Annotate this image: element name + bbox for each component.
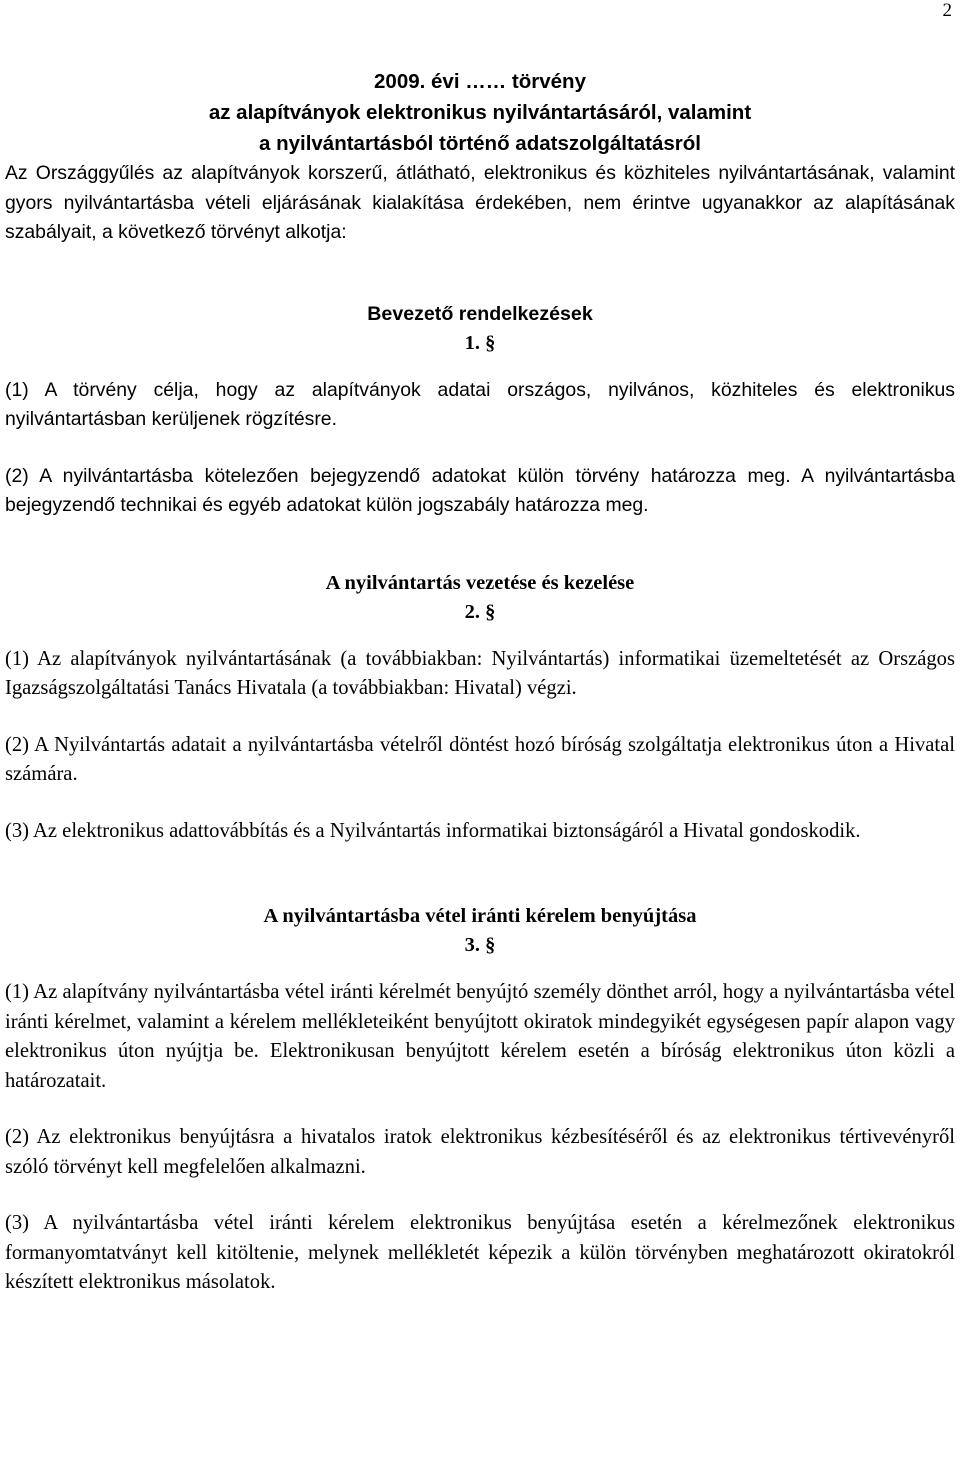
section-2-paragraph-3: (3) Az elektronikus adattovábbítás és a Nyilvántartás informatikai biztonságáról a Hivatal gondoskodik. bbox=[5, 819, 861, 842]
page-number: 2 bbox=[942, 0, 952, 21]
law-title-line-2: az alapítványok elektronikus nyilvántartásáról, valamint bbox=[208, 101, 752, 124]
section-3 bbox=[5, 902, 955, 1298]
section-1-number: 1. § bbox=[464, 331, 496, 354]
law-title-line-3: a nyilvántartásból történő adatszolgáltatásról bbox=[259, 132, 701, 155]
section-1-paragraph-2: (2) A nyilvántartásba kötelezően bejegyzendő adatokat külön törvény határozza meg. A nyilvántartásba bejegyzendő technikai és egyéb adatokat külön jogszabály határozza meg. bbox=[5, 464, 955, 516]
section-2-heading: A nyilvántartás vezetése és kezelése bbox=[325, 571, 635, 594]
document-body bbox=[5, 66, 955, 1298]
section-1-heading: Bevezető rendelkezések bbox=[367, 302, 593, 325]
section-2-paragraph-2: (2) A Nyilvántartás adatait a nyilvántartásba vételről döntést hozó bíróság szolgáltatja elektronikus úton a Hivatal számára. bbox=[5, 733, 955, 785]
section-2 bbox=[5, 569, 955, 847]
law-title bbox=[5, 66, 955, 159]
section-3-paragraph-2: (2) Az elektronikus benyújtásra a hivatalos iratok elektronikus kézbesítéséről és az elektronikus tértivevényről szóló törvényt kell megfelelően alkalmazni. bbox=[5, 1126, 955, 1178]
section-2-paragraph-1: (1) Az alapítványok nyilvántartásának (a továbbiakban: Nyilvántartás) informatikai üzemeltetését az Országos Igazságszolgáltatási Tanács Hivatala (a továbbiakban: Hivatal) végzi. bbox=[5, 647, 955, 699]
law-title-line-1: 2009. évi …… törvény bbox=[374, 70, 586, 93]
preamble: Az Országgyűlés az alapítványok korszerű, átlátható, elektronikus és közhiteles nyilvántartásának, valamint gyors nyilvántartásba vételi eljárásának kialakítása érdekében, nem érintve ugyanakkor az alapításának szabályait, a következő törvényt alkotja: bbox=[5, 162, 955, 243]
section-3-heading: A nyilvántartásba vétel iránti kérelem benyújtása bbox=[263, 905, 697, 927]
section-1-paragraph-1: (1) A törvény célja, hogy az alapítványok adatai országos, nyilvános, közhiteles és elektronikus nyilvántartásban kerüljenek rögzítésre. bbox=[5, 378, 955, 430]
section-3-number: 3. § bbox=[464, 934, 496, 956]
section-3-paragraph-3: (3) A nyilvántartásba vétel iránti kérelem elektronikus benyújtása esetén a kérelmezőnek elektronikus formanyomtatványt kell kitöltenie, melynek mellékletét képezik a külön törvényben meghatározott okiratokról készített elektronikus másolatok. bbox=[5, 1212, 955, 1293]
section-3-paragraph-1: (1) Az alapítvány nyilvántartásba vétel iránti kérelmét benyújtó személy dönthet arról, hogy a nyilvántartásba vétel iránti kérelmet, valamint a kérelem mellékleteiként benyújtott okiratok mindegyikét egységesen papír alapon vagy elektronikus úton nyújtja be. Elektronikusan benyújtott kérelem esetén a bíróság elektronikus úton közli a határozatait. bbox=[5, 981, 955, 1092]
section-1 bbox=[5, 300, 955, 521]
section-2-number: 2. § bbox=[464, 600, 496, 623]
